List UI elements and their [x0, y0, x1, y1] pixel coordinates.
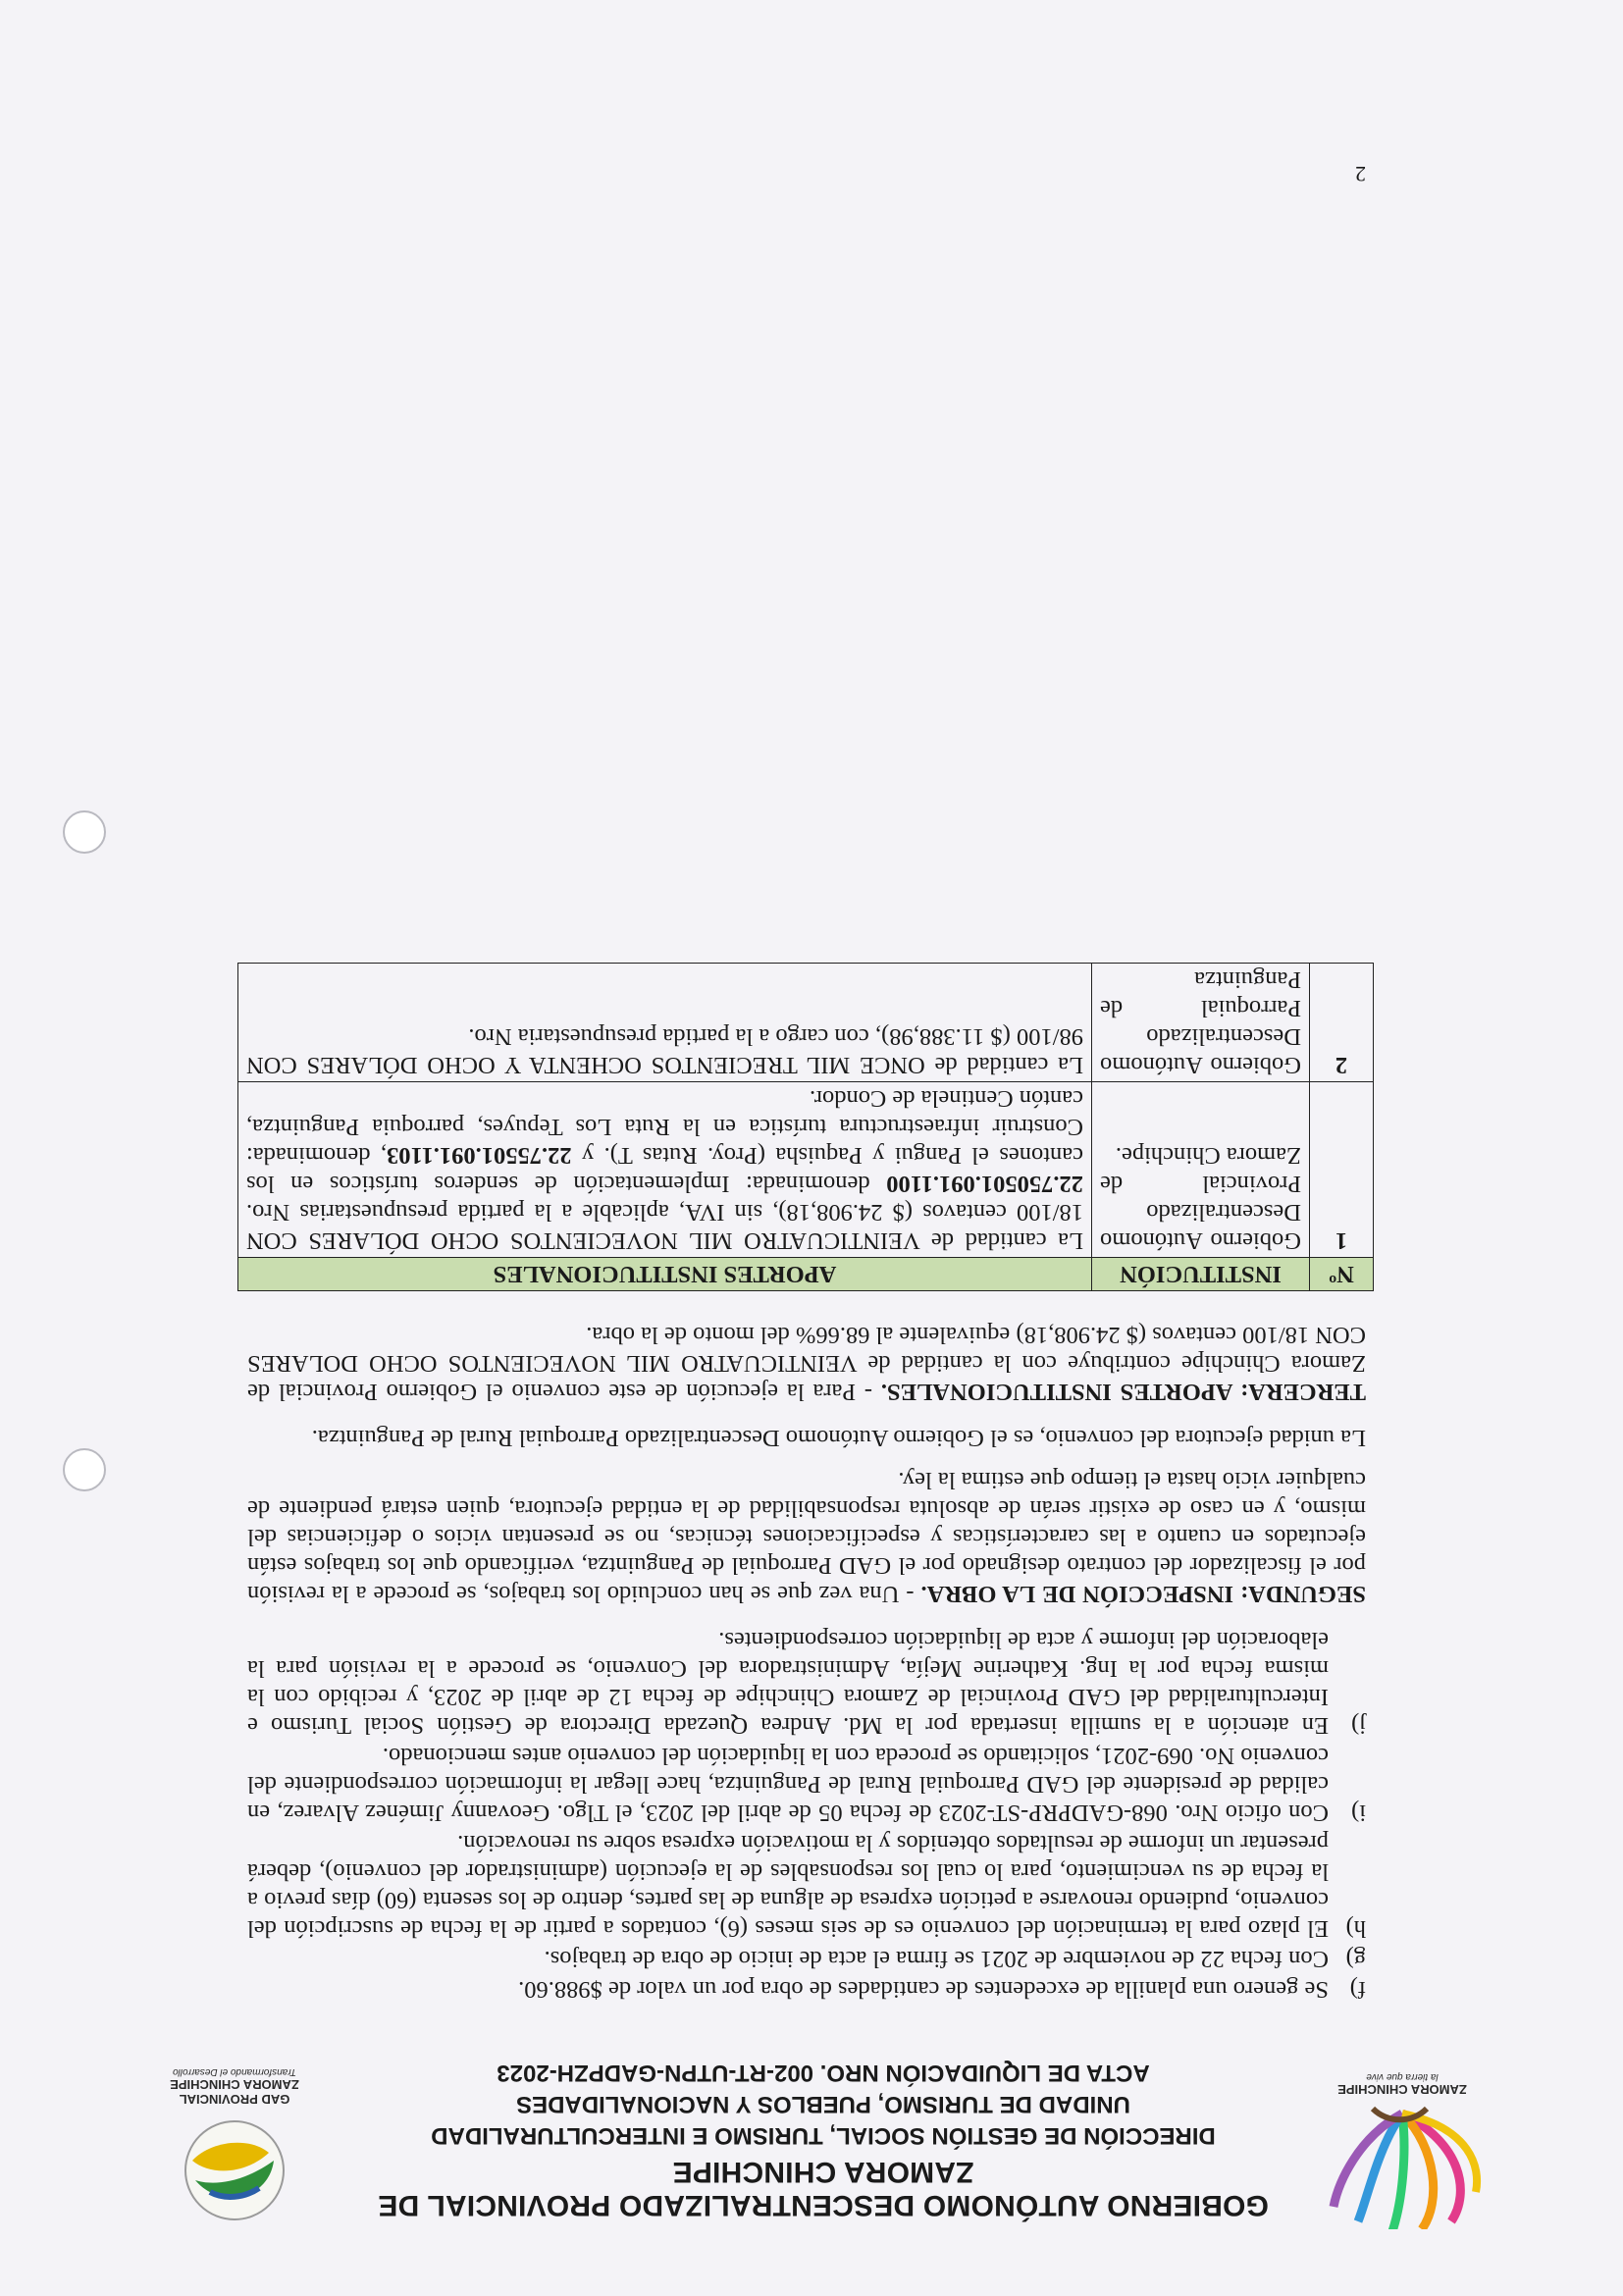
list-marker: f) — [1349, 1976, 1366, 2003]
table-header-row — [238, 1258, 1374, 1291]
table-row — [238, 1082, 1374, 1258]
contributions-table — [237, 963, 1374, 1291]
list-marker: j) — [1351, 1712, 1366, 1739]
clause-tercera — [247, 1321, 1366, 1406]
col-header-institution: INSTITUCIÓN — [1092, 1258, 1310, 1291]
document-body — [247, 963, 1366, 2004]
list-text: En atención a la sumilla insertada por la Md. Andrea Quezada Directora de Gestión Social Turismo e Interculturalidad del GAD Provincial de Zamora Chinchipe de fecha 12 de abril de 2023, y recibido con la misma fecha por la Ing. Katherine Mejía, Administradora del Convenio, se procede a la revisión para la elaboración del informe y acta de liquidación correspondientes. — [247, 1627, 1329, 1739]
flower-logo-icon — [1319, 2102, 1486, 2229]
letterhead-title-block — [357, 2059, 1289, 2221]
list-marker: i) — [1351, 1800, 1366, 1826]
punch-hole — [63, 810, 106, 854]
clause-tercera-heading: TERCERA: APORTES INSTITUCIONALES. — [880, 1379, 1366, 1405]
institution-title: GOBIERNO AUTÓNOMO DESCENTRALIZADO PROVINCIAL DE ZAMORA CHINCHIPE — [378, 2156, 1269, 2221]
page-number: 2 — [1355, 162, 1366, 186]
binder-holes — [47, 0, 106, 2296]
list-text: Con oficio Nro. 068-GADPRP-ST-2023 de fecha 05 de abril del 2023, el Tlgo. Geovanny Jiménez Alvarez, en calidad de presidente del GAD Parroquial Rural de Panguintza, hace llegar la información correspondiente del convenio No. 069-2021, solicitando se proceda con la liquidación del convenio antes mencionado. — [247, 1743, 1329, 1826]
right-logo-line3: Transformando el Desarrollo — [173, 2066, 296, 2077]
left-logo-name: ZAMORA CHINCHIPE — [1337, 2082, 1467, 2097]
clause-tercera-text: - Para la ejecución de este convenio el Gobierno Provincial de Zamora Chinchipe contribuye con la cantidad de VEINTICUATRO MIL NOVECIENTOS OCHO DOLARES CON 18/100 centavos ($ 24.908,18) equivalente al 68.66% del monto de la obra. — [247, 1322, 1366, 1405]
cell-institution: Gobierno Autónomo Descentralizado Parroquial de Panguintza — [1092, 964, 1310, 1082]
act-number: ACTA DE LIQUIDACIÓN NRO. 002-RT-UTPN-GADPZH-2023 — [497, 2060, 1150, 2086]
contribution-text: , denominada: Construir infraestructura turística en la Ruta Los Tepuyes, parroquia Panguintza, cantón Centinela de Condor. — [246, 1085, 1083, 1169]
cell-number: 2 — [1310, 964, 1374, 1082]
contribution-text: La cantidad de VEINTICUATRO MIL NOVECIENTOS OCHO DÓLARES CON 18/100 centavos ($ 24.908,18), sin IVA, aplicable a la partida presupuestarias Nro. — [246, 1199, 1083, 1254]
col-header-contributions: APORTES INSTITUCIONALES — [238, 1258, 1092, 1291]
executing-unit-paragraph: La unidad ejecutora del convenio, es el Gobierno Autónomo Descentralizado Parroquial Rural de Panguintza. — [311, 1425, 1366, 1451]
cell-contribution: La cantidad de ONCE MIL TRECIENTOS OCHENTA Y OCHO DÓLARES CON 98/100 ($ 11.388,98), con cargo a la partida presupuestaria Nro. — [238, 964, 1092, 1082]
cell-number: 1 — [1310, 1082, 1374, 1258]
cell-contribution — [238, 1082, 1092, 1258]
unit-title: UNIDAD DE TURISMO, PUEBLOS Y NACIONALIDADES — [516, 2091, 1130, 2117]
list-item — [247, 1829, 1366, 1943]
list-item — [247, 1945, 1366, 1973]
zamora-chinchipe-logo — [1319, 2053, 1486, 2229]
letterhead — [141, 2033, 1486, 2239]
list-text: El plazo para la terminación del convenio es de seis meses (6), contados a partir de la fecha de suscripción del convenio, pudiendo renovarse a petición expresa de alguna de las partes, dentro de los sesenta (60) días previo a la fecha de su vencimiento, para lo cual los responsables de la ejecución (administrador del convenio), deberá presentar un informe de resultados obtenidos y la motivación expresa sobre su renovación. — [247, 1830, 1329, 1942]
budget-line-code: 22.750501.091.1100 — [886, 1171, 1083, 1197]
list-marker: g) — [1345, 1946, 1366, 1972]
clause-segunda — [247, 1466, 1366, 1608]
list-text: Con fecha 22 de noviembre de 2021 se firma el acta de inicio de obra de trabajos. — [544, 1946, 1329, 1972]
cell-institution: Gobierno Autónomo Descentralizado Provincial de Zamora Chinchipe. — [1092, 1082, 1310, 1258]
gad-provincial-logo — [141, 2043, 328, 2229]
list-text: Se genero una planilla de excedentes de cantidades de obra por un valor de $988.60. — [518, 1976, 1329, 2003]
list-marker: h) — [1345, 1915, 1366, 1942]
list-item — [247, 1626, 1366, 1740]
department-title: DIRECCIÓN DE GESTIÓN SOCIAL, TURISMO E INTERCULTURALIDAD — [431, 2122, 1216, 2149]
list-item — [247, 1975, 1366, 2004]
gad-emblem-icon — [141, 2112, 328, 2229]
budget-line-code: 22.75501.091.1103 — [387, 1142, 572, 1169]
right-logo-line1: GAD PROVINCIAL — [179, 2092, 290, 2107]
clause-segunda-heading: SEGUNDA: INSPECCIÓN DE LA OBRA. — [920, 1581, 1366, 1607]
list-item — [247, 1742, 1366, 1827]
contribution-text: denominada: Implementación de senderos turísticos en los cantones el Pangui y Paquisha (Proy. Rutas T). y — [246, 1142, 1083, 1197]
col-header-number: Nº — [1310, 1258, 1374, 1291]
punch-hole — [63, 1448, 106, 1491]
table-row — [238, 964, 1374, 1082]
clause-segunda-text: - Una vez que se han concluido los trabajos, se procede a la revisión por el fiscalizador del contrato designado por el GAD Parroquial de Panguintza, verificando que los trabajos están ejecutados en cuanto a las características y especificaciones técnicas, no se presentan vicios o deficiencias del mismo, y en caso de existir serán de absoluta responsabilidad de la entidad ejecutora, quien estará pendiente de cualquier vicio hasta el tiempo que estima la ley. — [247, 1467, 1366, 1607]
right-logo-line2: ZAMORA CHINCHIPE — [170, 2077, 299, 2092]
left-logo-tagline: la tierra que vive — [1366, 2071, 1439, 2082]
